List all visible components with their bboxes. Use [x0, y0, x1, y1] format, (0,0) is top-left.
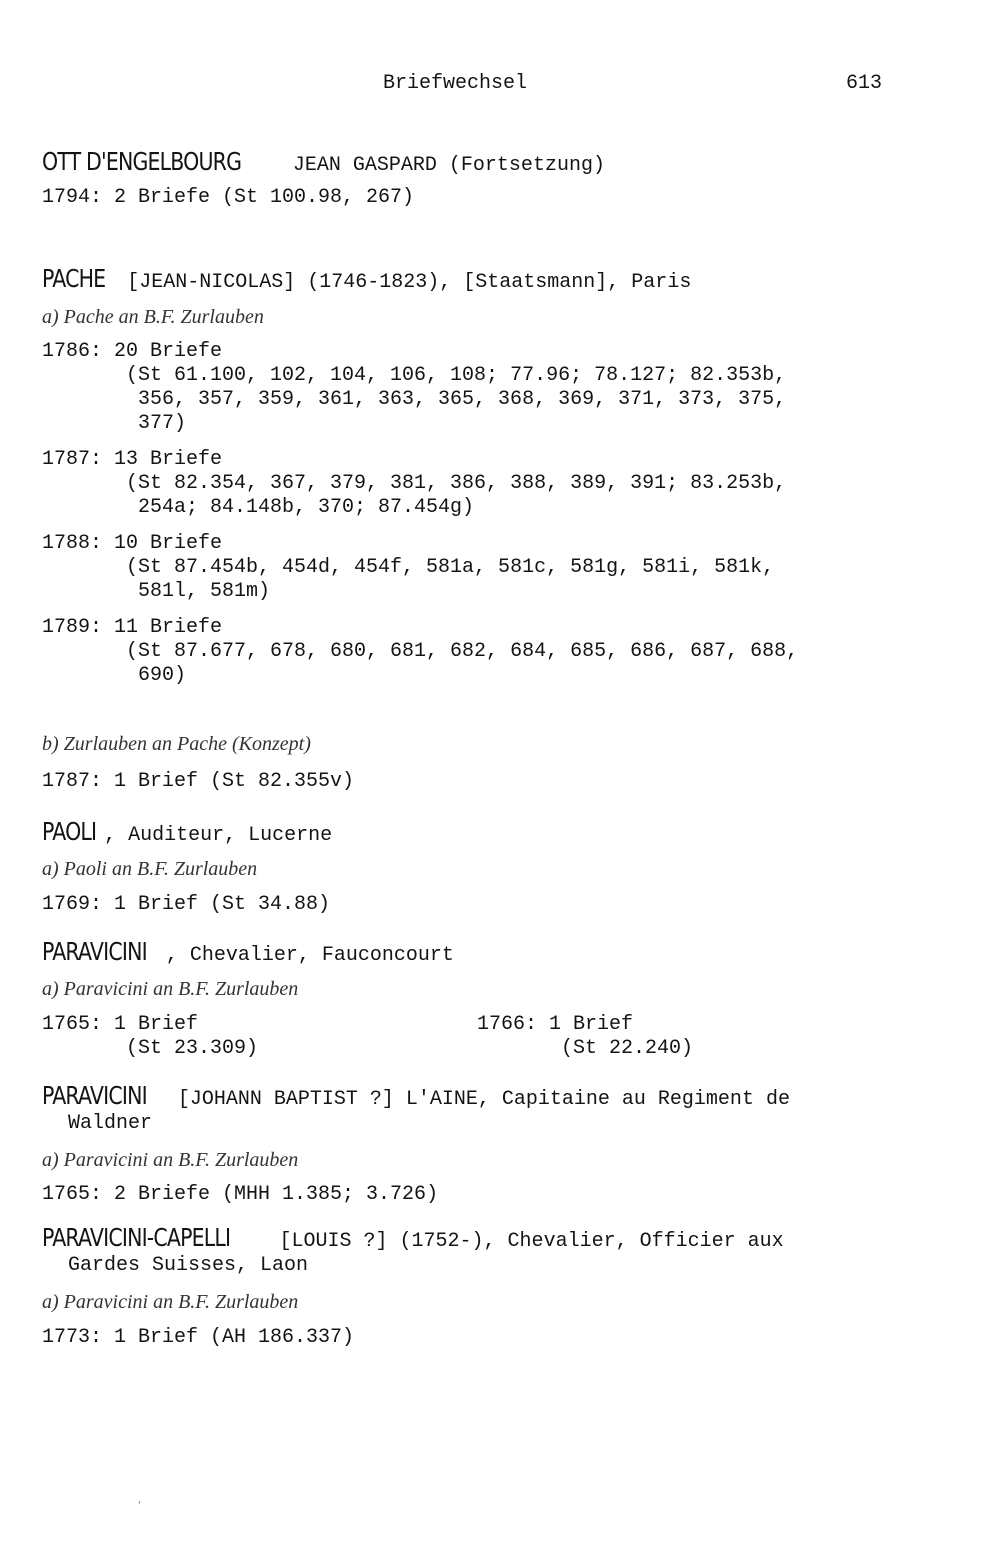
letter-reference: 377): [138, 412, 187, 435]
entry-heading: PARAVICINI , Chevalier, Fauconcourt: [42, 937, 454, 967]
entry-name: PARAVICINI-CAPELLI: [42, 1223, 231, 1252]
letter-line: 1765: 2 Briefe (MHH 1.385; 3.726): [42, 1183, 439, 1206]
letter-line: 1766: 1 Brief: [477, 1013, 634, 1036]
entry-name: PARAVICINI: [42, 937, 147, 966]
entry-heading: PAOLI , Auditeur, Lucerne: [42, 817, 333, 847]
letter-line: 1765: 1 Brief: [42, 1013, 199, 1036]
entry-note: (Fortsetzung): [436, 154, 605, 177]
section-subtitle: b) Zurlauben an Pache (Konzept): [42, 733, 311, 755]
letter-column-left: [42, 1013, 258, 1061]
letter-line: 1786: 20 Briefe: [42, 340, 223, 363]
letter-reference: (St 87.454b, 454d, 454f, 581a, 581c, 581g, 581i, 581k,: [126, 556, 775, 579]
entry-name-detail: LOUIS: [291, 1230, 352, 1253]
page-number: 613: [846, 72, 883, 95]
letter-reference: (St 23.309): [126, 1037, 259, 1060]
letter-reference: 690): [138, 664, 187, 687]
entry-heading: PARAVICINI [JOHANN BAPTIST ?] L'AINE, Capitaine au Regiment de: [42, 1081, 790, 1111]
heading-continuation: Gardes Suisses, Laon: [68, 1254, 309, 1277]
letter-reference: 581l, 581m): [138, 580, 271, 603]
letter-line: 1773: 1 Brief (AH 186.337): [42, 1326, 355, 1349]
entry-name: OTT D'ENGELBOURG: [42, 147, 242, 176]
entry-name-detail: JEAN GASPARD: [292, 154, 437, 177]
section-subtitle: a) Paravicini an B.F. Zurlauben: [42, 1149, 299, 1171]
letter-column-right: [477, 1013, 693, 1061]
entry-name: PARAVICINI: [42, 1081, 147, 1110]
letter-reference: 356, 357, 359, 361, 363, 365, 368, 369, 371, 373, 375,: [138, 388, 787, 411]
entry-heading: [42, 147, 605, 178]
entry-pache: [42, 264, 799, 794]
heading-continuation: Waldner: [68, 1112, 153, 1135]
entry-paravicini-capelli: [42, 1223, 784, 1350]
letter-line: 1789: 11 Briefe: [42, 616, 223, 639]
entry-paravicini-fauconcourt: [42, 937, 942, 1061]
letter-line: 1787: 13 Briefe: [42, 448, 223, 471]
letter-reference: (St 61.100, 102, 104, 106, 108; 77.96; 78.127; 82.353b,: [126, 364, 787, 387]
running-title: Briefwechsel: [383, 72, 528, 95]
letter-line: 1788: 10 Briefe: [42, 532, 223, 555]
section-subtitle: a) Pache an B.F. Zurlauben: [42, 306, 264, 328]
entry-name-detail: JOHANN BAPTIST: [189, 1088, 358, 1111]
section-subtitle: a) Paravicini an B.F. Zurlauben: [42, 978, 299, 1000]
entry-heading: PACHE [JEAN-NICOLAS] (1746-1823), [Staatsmann], Paris: [42, 264, 692, 294]
letter-reference: (St 82.354, 367, 379, 381, 386, 388, 389, 391; 83.253b,: [126, 472, 787, 495]
entry-ott: [42, 147, 605, 210]
entry-paravicini-laine: [42, 1081, 790, 1207]
letter-line: 1769: 1 Brief (St 34.88): [42, 893, 331, 916]
letter-line: 1794: 2 Briefe (St 100.98, 267): [42, 186, 415, 209]
entry-name-detail: JEAN-NICOLAS: [139, 271, 284, 294]
section-subtitle: a) Paravicini an B.F. Zurlauben: [42, 1291, 299, 1313]
entry-name: PACHE: [42, 264, 106, 293]
entry-name: PAOLI: [42, 817, 97, 846]
entry-heading: PARAVICINI-CAPELLI [LOUIS ?] (1752-), Chevalier, Officier aux: [42, 1223, 784, 1253]
letter-reference: (St 87.677, 678, 680, 681, 682, 684, 685, 686, 687, 688,: [126, 640, 799, 663]
letter-reference: 254a; 84.148b, 370; 87.454g): [138, 496, 475, 519]
entry-paoli: [42, 817, 333, 917]
scan-speck: ‘: [138, 1500, 142, 1511]
letter-line: 1787: 1 Brief (St 82.355v): [42, 770, 355, 793]
two-column-letters: [42, 1013, 942, 1061]
letter-reference: (St 22.240): [561, 1037, 694, 1060]
section-subtitle: a) Paoli an B.F. Zurlauben: [42, 858, 258, 880]
